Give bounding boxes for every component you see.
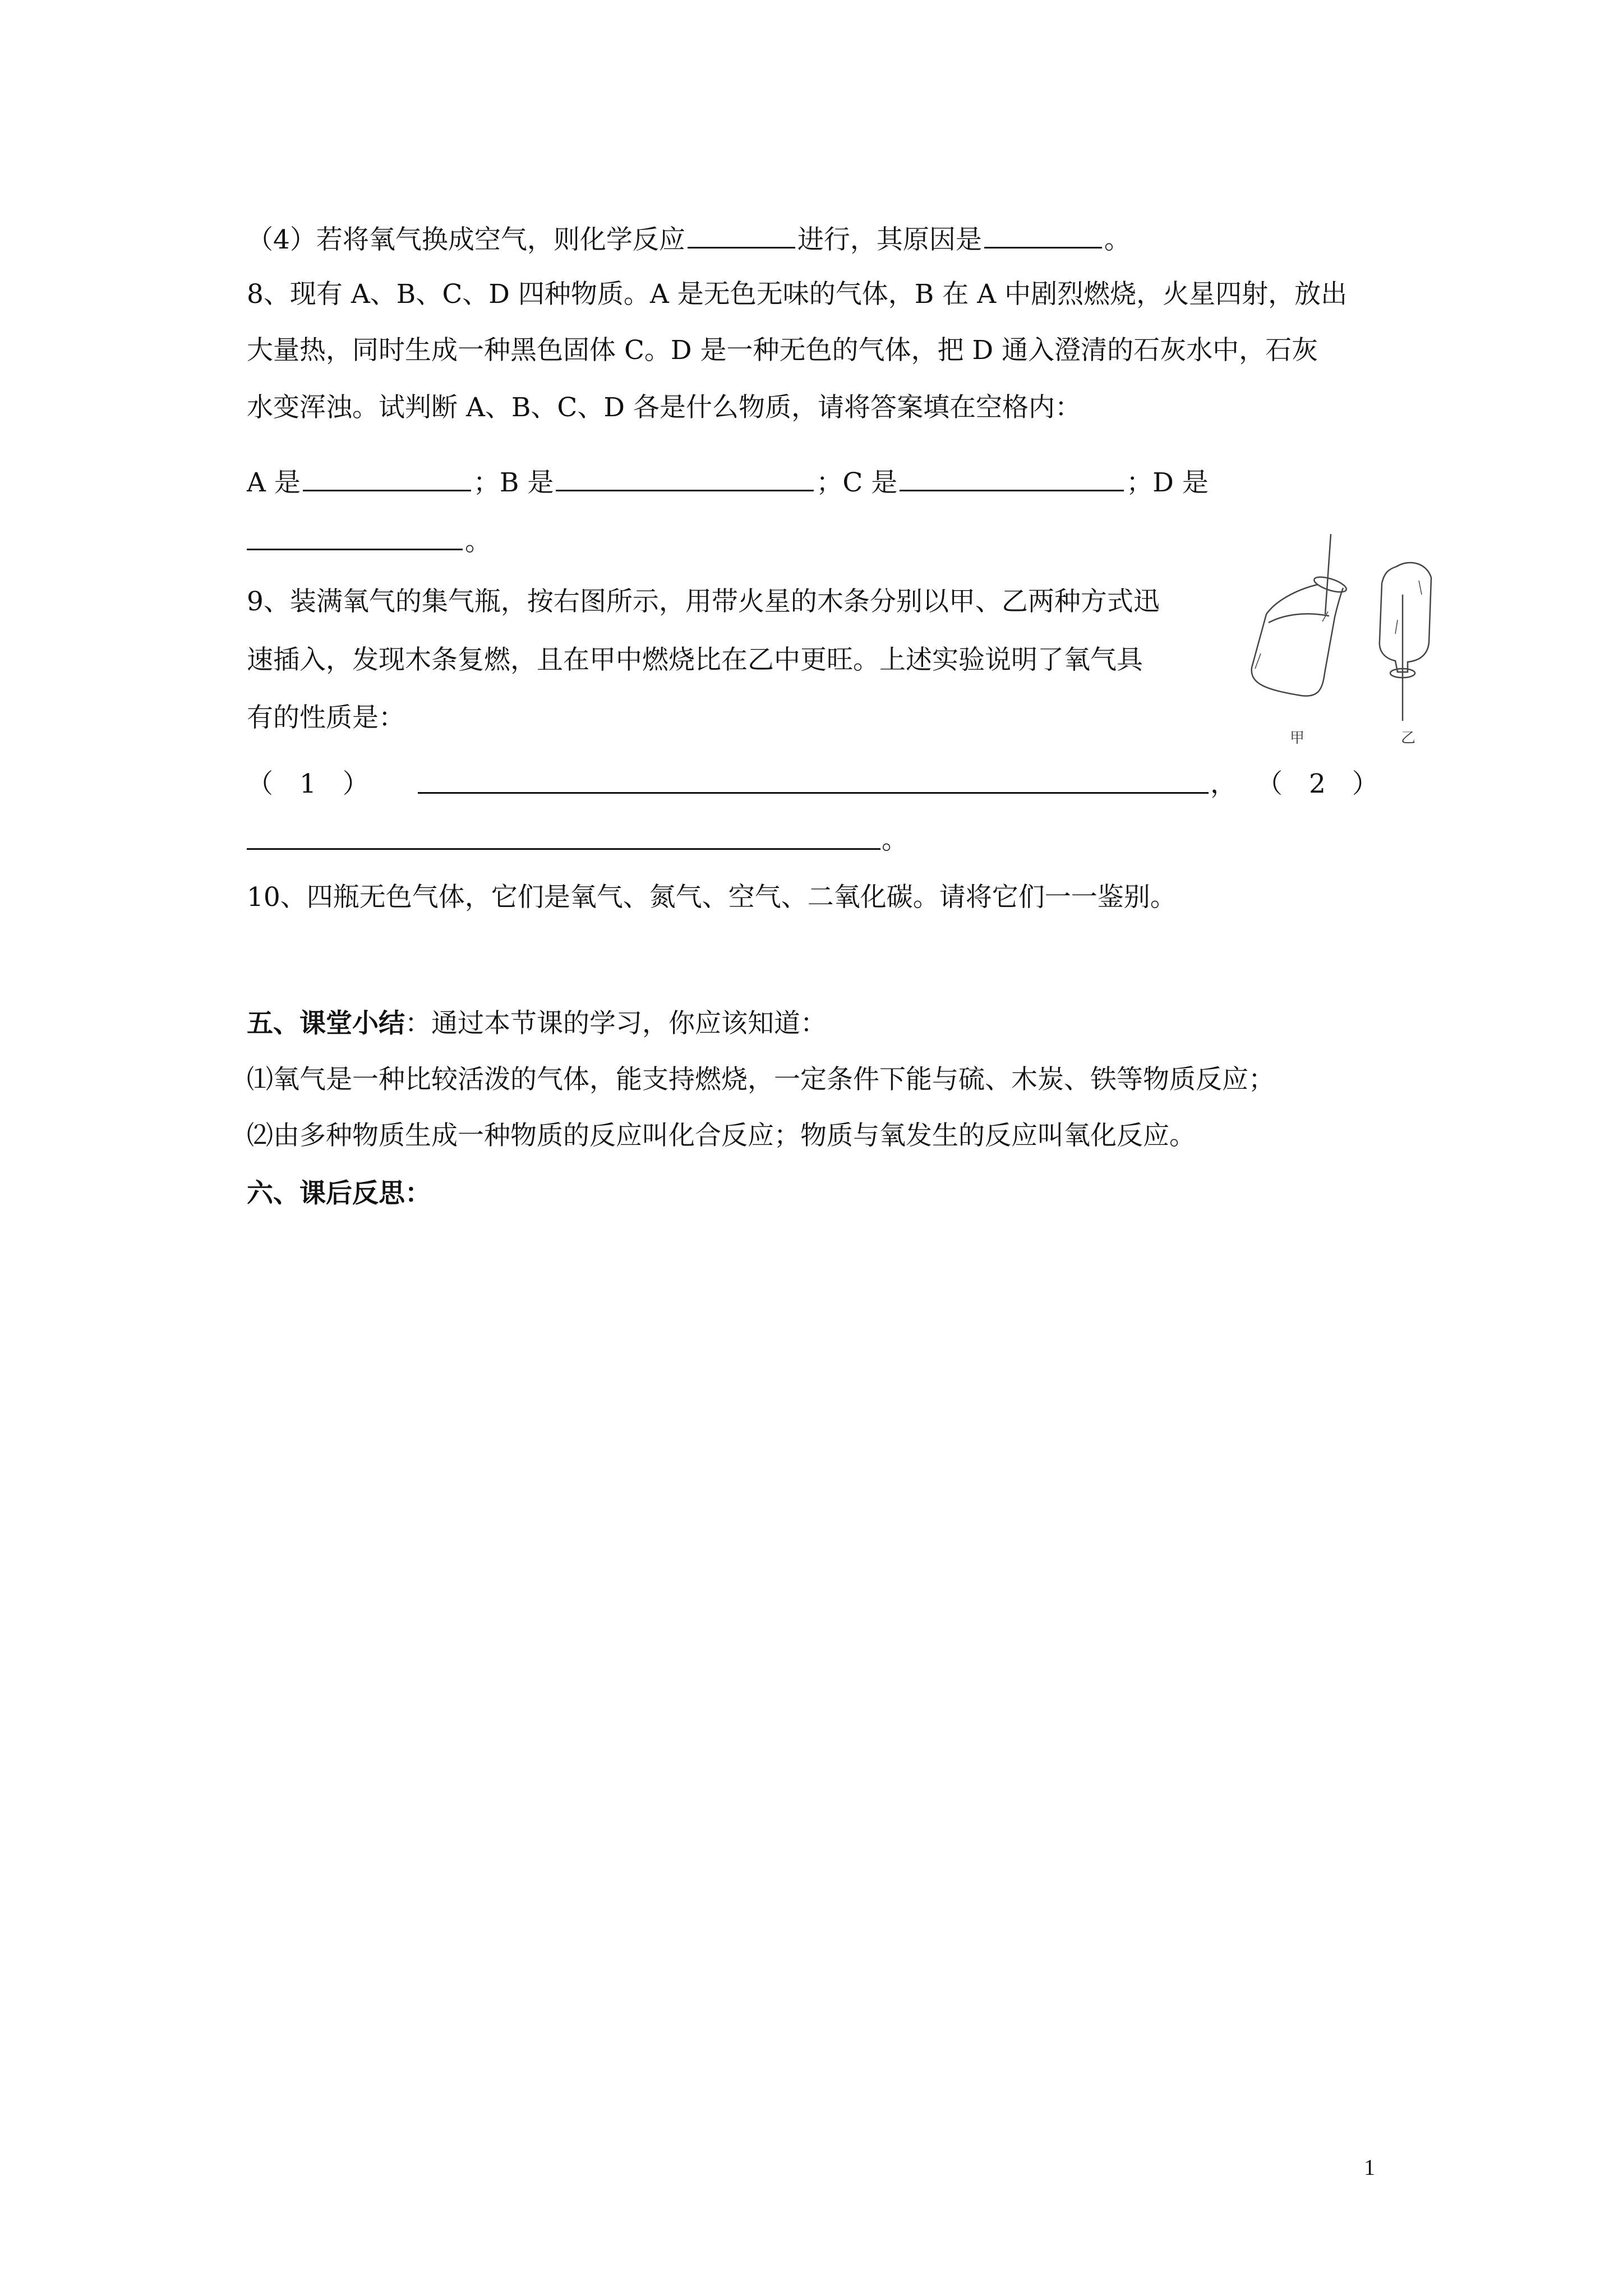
summary-intro: ：通过本节课的学习，你应该知道： bbox=[405, 1008, 827, 1039]
q8-line-2: 大量热，同时生成一种黑色固体 C。D 是一种无色的气体，把 D 通入澄清的石灰水中，石灰 bbox=[247, 335, 1318, 366]
q7-4-end: 。 bbox=[1104, 224, 1131, 255]
gas-jar-figure bbox=[1251, 522, 1436, 746]
answer-line-1[interactable] bbox=[418, 792, 1209, 794]
summary-point-1: ⑴氧气是一种比较活泼的气体，能支持燃烧，一定条件下能与硫、木炭、铁等物质反应； bbox=[247, 1064, 1275, 1095]
q9-line-3: 有的性质是： bbox=[247, 702, 405, 733]
reflection-heading: 六、课后反思： bbox=[247, 1178, 431, 1209]
q9-line-2: 速插入，发现木条复燃，且在甲中燃烧比在乙中更旺。上述实验说明了氧气具 bbox=[247, 645, 1143, 675]
summary-point-2: ⑵由多种物质生成一种物质的反应叫化合反应；物质与氧发生的反应叫氧化反应。 bbox=[247, 1120, 1196, 1151]
q8-answers bbox=[247, 463, 1209, 500]
figure-label-jia: 甲 bbox=[1290, 730, 1305, 747]
jar-jia bbox=[1252, 534, 1348, 696]
question-7-4 bbox=[247, 220, 1131, 257]
q9-comma: ， bbox=[1210, 769, 1237, 799]
q8-line-1: 8、现有 A、B、C、D 四种物质。A 是无色无味的气体，B 在 A 中剧烈燃烧，火星四射，放出 bbox=[247, 279, 1348, 310]
q9-item-1-label: （ 1 ） bbox=[247, 769, 369, 799]
q7-4-mid: 进行，其原因是 bbox=[797, 224, 982, 255]
q9-end: 。 bbox=[882, 825, 908, 855]
summary-heading-line bbox=[247, 1007, 827, 1041]
answer-blank-c[interactable] bbox=[900, 463, 1124, 491]
q10-text: 10、四瓶无色气体，它们是氧气、氮气、空气、二氧化碳。请将它们一一鉴别。 bbox=[247, 882, 1177, 913]
q8-answer-d-line bbox=[247, 522, 491, 559]
jar-yi bbox=[1380, 563, 1431, 721]
summary-heading: 五、课堂小结 bbox=[247, 1008, 405, 1039]
gas-jar-illustration bbox=[1251, 522, 1436, 746]
answer-blank[interactable] bbox=[688, 220, 795, 249]
page-number: 1 bbox=[1364, 2155, 1375, 2180]
answer-blank[interactable] bbox=[984, 220, 1102, 249]
q8-line-3: 水变浑浊。试判断 A、B、C、D 各是什么物质，请将答案填在空格内： bbox=[247, 392, 1082, 423]
q8-b-label: ；B 是 bbox=[473, 467, 554, 498]
q8-c-label: ；C 是 bbox=[816, 467, 898, 498]
answer-blank-a[interactable] bbox=[303, 463, 471, 491]
answer-blank-d[interactable] bbox=[247, 522, 463, 550]
q8-d-label: ；D 是 bbox=[1126, 467, 1209, 498]
q7-4-prefix: （4）若将氧气换成空气，则化学反应 bbox=[247, 224, 685, 255]
answer-line-2[interactable] bbox=[247, 848, 880, 850]
figure-label-yi: 乙 bbox=[1401, 730, 1416, 747]
q8-a-label: A 是 bbox=[247, 467, 301, 498]
q9-line-1: 9、装满氧气的集气瓶，按右图所示，用带火星的木条分别以甲、乙两种方式迅 bbox=[247, 586, 1160, 617]
answer-blank-b[interactable] bbox=[556, 463, 814, 491]
q8-end: 。 bbox=[465, 526, 491, 557]
q9-item-2-label: （ 2 ） bbox=[1256, 769, 1378, 799]
